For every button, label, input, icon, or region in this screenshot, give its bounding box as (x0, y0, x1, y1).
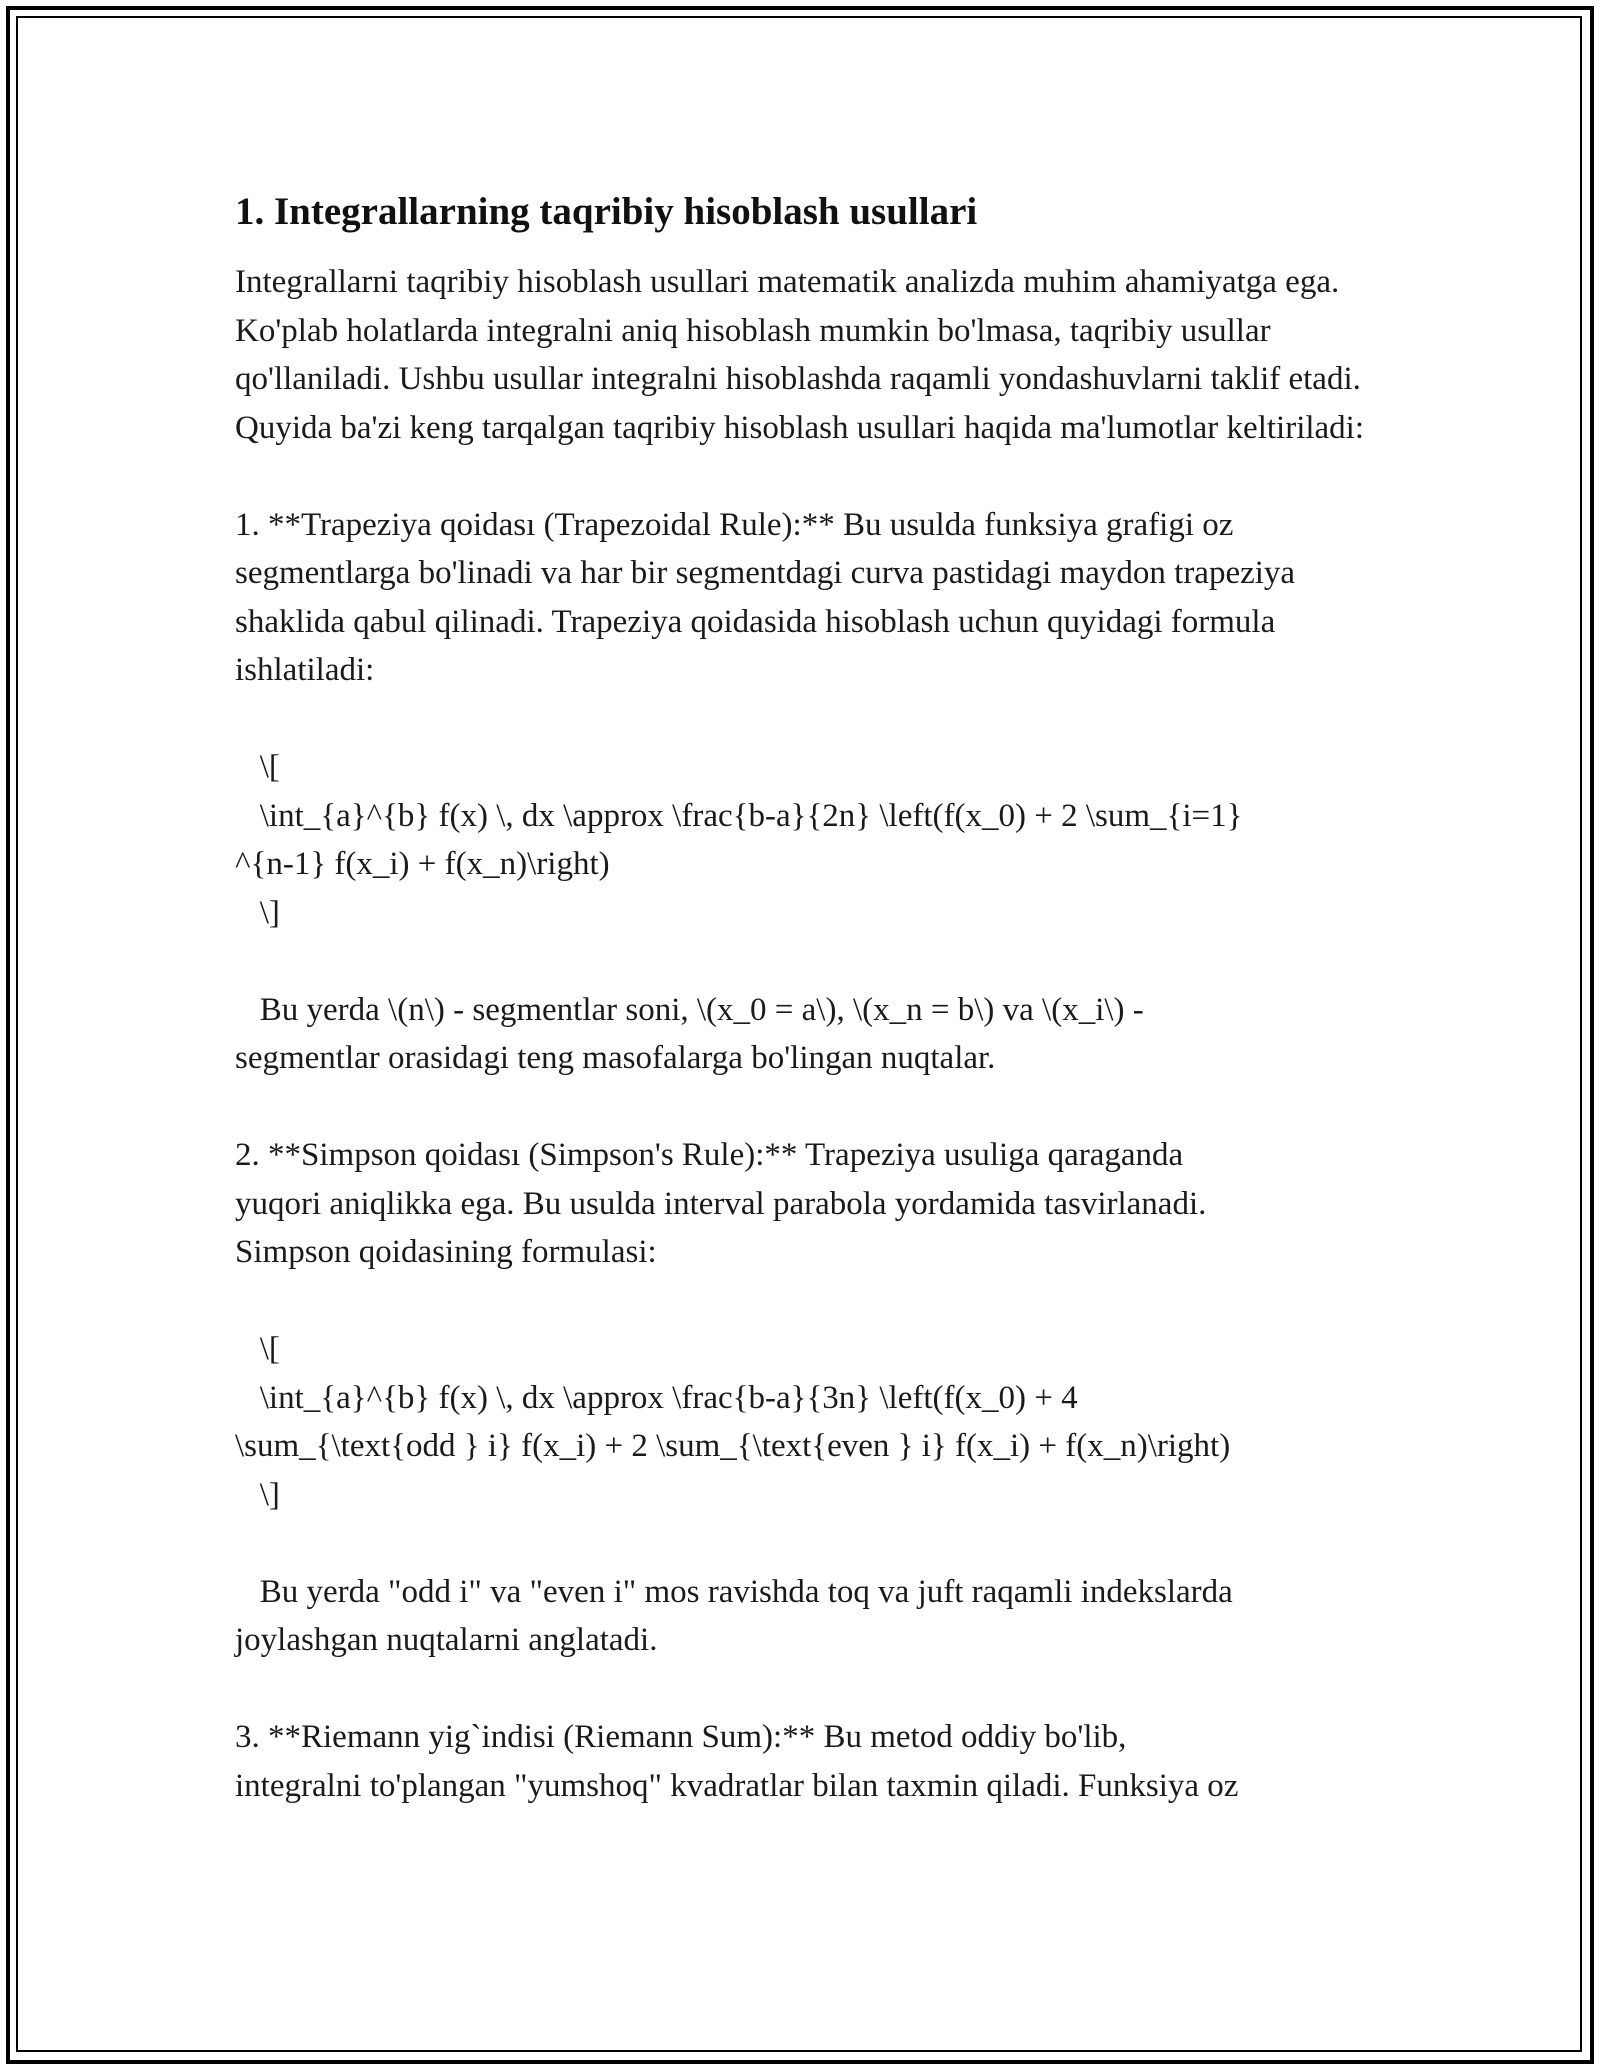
paragraph-spacer (235, 452, 1395, 501)
simpson-rule-paragraph: 2. **Simpson qoidası (Simpson's Rule):** Trapeziya usuliga qaraganda yuqori aniqlikka ega. Bu usulda interval parabola yordamida tasvirlanadi. Simpson qoidasining formulasi: (235, 1137, 1207, 1270)
trapezoidal-explanation: Bu yerda \(n\) - segmentlar soni, \(x_0 = a\), \(x_n = b\) va \(x_i\) - segmentlar orasidagi teng masofalarga bo'lingan nuqtalar. (235, 991, 1144, 1076)
document-title: 1. Integrallarning taqribiy hisoblash usullari (235, 190, 978, 233)
trapezoidal-formula: \[ \int_{a}^{b} f(x) \, dx \approx \frac{b-a}{2n} \left(f(x_0) + 2 \sum_{i=1} ^{n-1} f(x_i) + f(x_n)\right) \] (235, 749, 1243, 931)
simpson-explanation: Bu yerda "odd i" va "even i" mos ravishda toq va juft raqamli indekslarda joylashgan nuqtalarni anglatadi. (235, 1573, 1233, 1658)
paragraph-spacer (235, 1519, 1395, 1568)
simpson-formula: \[ \int_{a}^{b} f(x) \, dx \approx \frac{b-a}{3n} \left(f(x_0) + 4 \sum_{\text{odd } i} f(x_i) + 2 \sum_{\text{even } i} f(x_i) + f(x_n)\right) \] (235, 1331, 1231, 1513)
trapezoidal-rule-paragraph: 1. **Trapeziya qoidası (Trapezoidal Rule):** Bu usulda funksiya grafigi oz segmentlarga bo'linadi va har bir segmentdagi curva pastidagi maydon trapeziya shaklida qabul qilinadi. Trapeziya qoidasida hisoblash uchun quyidagi formula ishlatiladi: (235, 506, 1304, 688)
document-body (235, 186, 1395, 1810)
riemann-sum-paragraph: 3. **Riemann yig`indisi (Riemann Sum):** Bu metod oddiy bo'lib, integralni to'plangan "yumshoq" kvadratlar bilan taxmin qiladi. Funksiya oz (235, 1719, 1239, 1804)
paragraph-spacer (235, 1277, 1395, 1326)
intro-paragraph: Integrallarni taqribiy hisoblash usullari matematik analizda muhim ahamiyatga ega. Ko'plab holatlarda integralni aniq hisoblash mumkin bo'lmasa, taqribiy usullar qo'llaniladi. Ushbu usullar integralni hisoblashda raqamli yondashuvlarni taklif etadi. Quyida ba'zi keng tarqalgan taqribiy hisoblash usullari haqida ma'lumotlar keltiriladi: (235, 264, 1370, 446)
paragraph-spacer (235, 1083, 1395, 1132)
paragraph-spacer (235, 695, 1395, 744)
paragraph-spacer (235, 937, 1395, 986)
paragraph-spacer (235, 1665, 1395, 1714)
